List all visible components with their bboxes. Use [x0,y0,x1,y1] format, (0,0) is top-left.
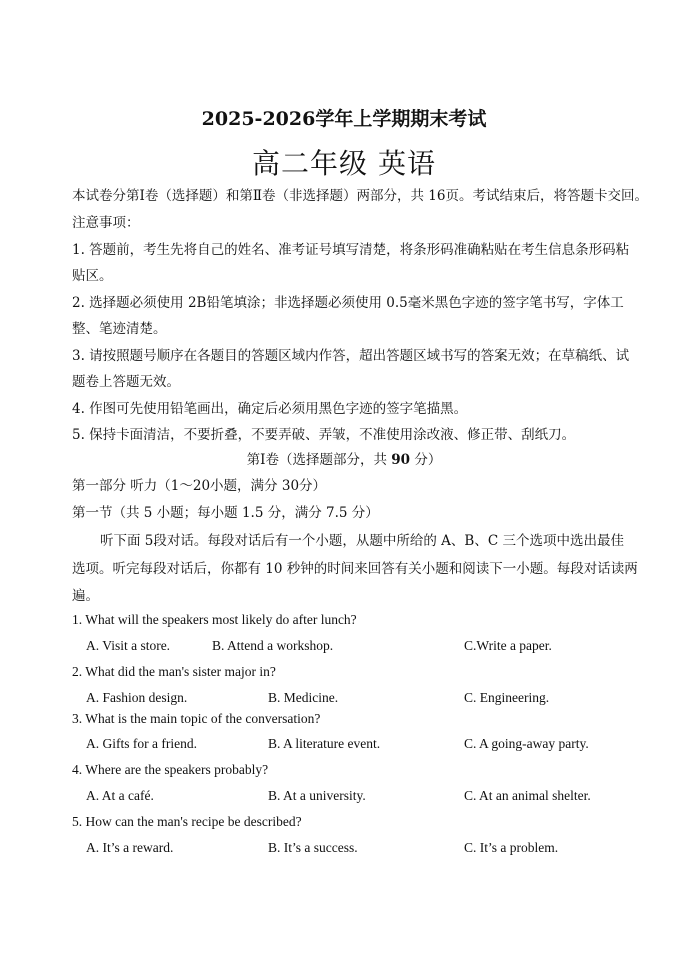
question-3-stem: 3. What is the main topic of the conversation? [72,711,321,726]
notice-item-3-line-1: 3. 请按照题号顺序在各题目的答题区域内作答，超出答题区域书写的答案无效；在草稿纸、试 [72,348,630,364]
question-2-option-c: C. Engineering. [464,690,550,705]
question-3-option-a: A. Gifts for a friend. [86,736,197,751]
question-2-option-a: A. Fashion design. [86,690,188,705]
question-4-stem: 4. Where are the speakers probably? [72,762,269,777]
question-2-option-b: B. Medicine. [268,690,339,705]
volume-suffix: 分） [410,452,442,468]
question-5-option-c: C. It’s a problem. [464,840,559,855]
intro-text: 本试卷分第Ⅰ卷（选择题）和第Ⅱ卷（非选择题）两部分，共 16页。考试结束后，将答题卡交回。 [72,188,648,204]
question-2-stem: 2. What did the man's sister major in? [72,664,276,679]
question-1-stem: 1. What will the speakers most likely do after lunch? [72,612,357,627]
directions-line-3: 遍。 [72,588,99,604]
notice-item-1-line-1: 1. 答题前，考生先将自己的姓名、准考证号填写清楚，将条形码准确粘贴在考生信息条形码粘 [72,242,630,258]
volume-score: 90 [391,452,411,468]
question-1-option-b: B. Attend a workshop. [212,638,334,653]
question-4-option-c: C. At an animal shelter. [464,788,591,803]
question-5-stem: 5. How can the man's recipe be described? [72,814,302,829]
part-1-heading: 第一部分 听力（1～20小题，满分 30分） [72,478,327,494]
question-3-option-b: B. A literature event. [268,736,381,751]
notice-item-5: 5. 保持卡面清洁，不要折叠，不要弄破、弄皱，不准使用涂改液、修正带、刮纸刀。 [72,427,576,443]
notice-item-3-line-2: 题卷上答题无效。 [72,374,180,390]
question-5-option-a: A. It’s a reward. [86,840,174,855]
directions-line-1: 听下面 5段对话。每段对话后有一个小题，从题中所给的 A、B、C 三个选项中选出最佳 [100,533,624,549]
section-1-heading: 第一节（共 5 小题；每小题 1.5 分，满分 7.5 分） [72,505,379,521]
notice-item-1-line-2: 贴区。 [72,268,113,284]
volume-heading [0,448,688,468]
notice-heading: 注意事项： [72,215,140,231]
notice-item-2-line-1: 2. 选择题必须使用 2B铅笔填涂；非选择题必须使用 0.5毫米黑色字迹的签字笔书写，字体工 [72,295,624,311]
question-1-option-a: A. Visit a store. [86,638,171,653]
question-4-option-a: A. At a café. [86,788,154,803]
question-5-option-b: B. It’s a success. [268,840,358,855]
subject-title: 高二年级 英语 [252,147,436,180]
question-1-option-c: C.Write a paper. [464,638,552,653]
directions-line-2: 选项。听完每段对话后，你都有 10 秒钟的时间来回答有关小题和阅读下一小题。每段对话读两 [72,561,638,577]
notice-item-2-line-2: 整、笔迹清楚。 [72,321,167,337]
volume-prefix: 第Ⅰ卷（选择题部分，共 [246,452,392,468]
question-3-option-c: C. A going-away party. [464,736,589,751]
exam-title: 2025-2026学年上学期期末考试 [201,108,487,130]
question-4-option-b: B. At a university. [268,788,366,803]
notice-item-4: 4. 作图可先使用铅笔画出，确定后必须用黑色字迹的签字笔描黑。 [72,401,468,417]
